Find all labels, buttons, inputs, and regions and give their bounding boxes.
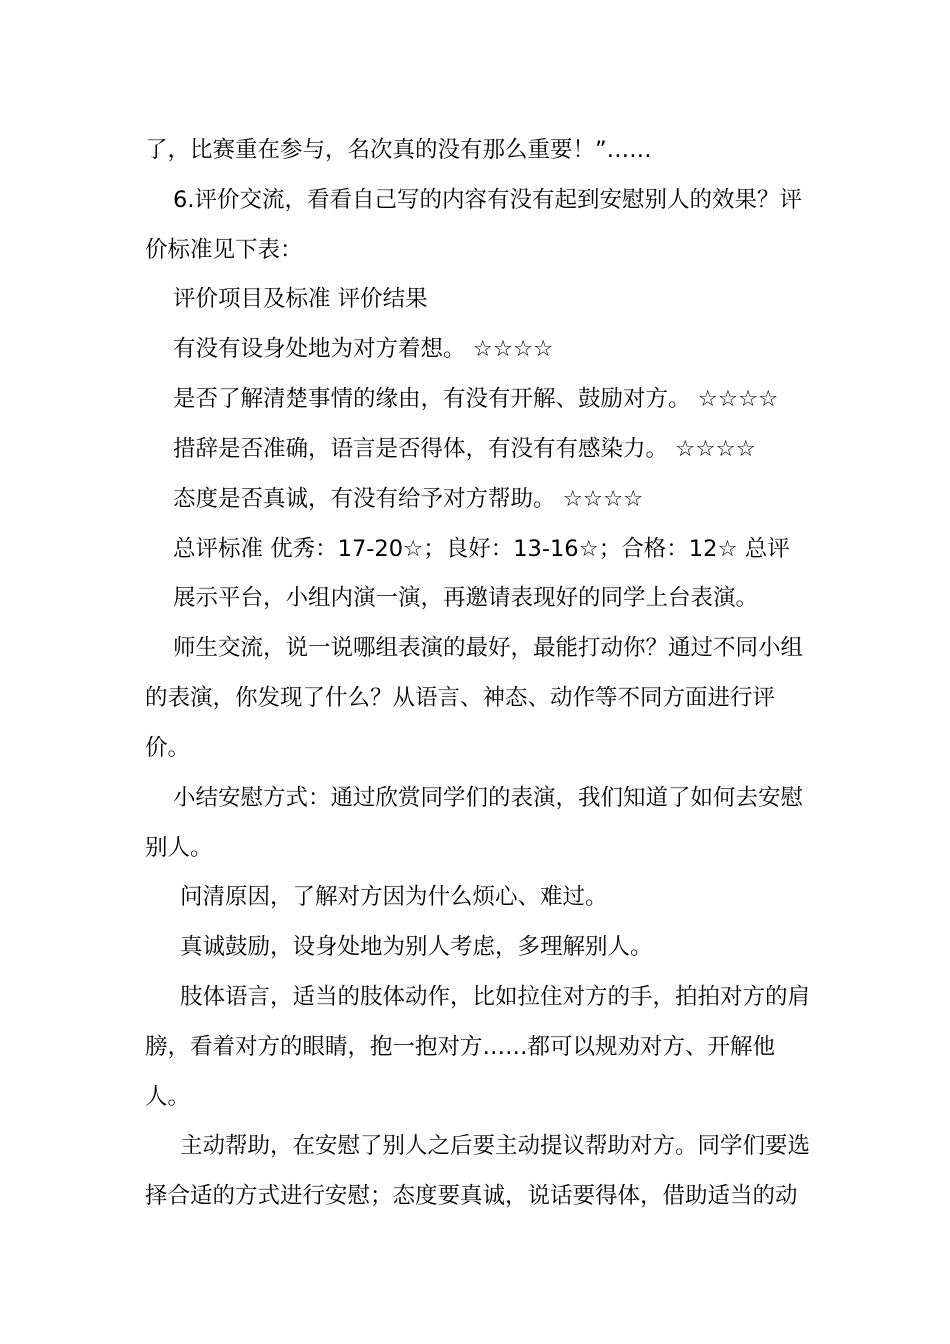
- paragraph-line: 价。: [145, 735, 191, 761]
- paragraph-line: 真诚鼓励，设身处地为别人考虑，多理解别人。: [180, 934, 653, 960]
- criteria-line: 是否了解清楚事情的缘由，有没有开解、鼓励对方。 ☆☆☆☆: [173, 386, 779, 412]
- paragraph-line: 择合适的方式进行安慰；态度要真诚，说话要得体，借助适当的动: [145, 1183, 798, 1209]
- criteria-line: 有没有设身处地为对方着想。 ☆☆☆☆: [173, 336, 554, 362]
- criteria-line: 措辞是否准确，语言是否得体，有没有有感染力。 ☆☆☆☆: [173, 436, 756, 462]
- paragraph-line: 膀，看着对方的眼睛，抱一抱对方……都可以规劝对方、开解他: [145, 1034, 776, 1060]
- criteria-summary-line: 总评标准 优秀：17-20☆；良好：13-16☆；合格：12☆ 总评: [173, 536, 790, 562]
- paragraph-line: 小结安慰方式：通过欣赏同学们的表演，我们知道了如何去安慰: [173, 785, 804, 811]
- paragraph-line: 问清原因，了解对方因为什么烦心、难过。: [180, 884, 608, 910]
- paragraph-line: 展示平台，小组内演一演，再邀请表现好的同学上台表演。: [173, 585, 759, 611]
- paragraph-line: 肢体语言，适当的肢体动作，比如拉住对方的手，拍拍对方的肩: [180, 984, 811, 1010]
- paragraph-line: 师生交流，说一说哪组表演的最好，最能打动你？通过不同小组: [173, 635, 804, 661]
- paragraph-line: 价标准见下表：: [145, 237, 303, 263]
- criteria-line: 态度是否真诚，有没有给予对方帮助。 ☆☆☆☆: [173, 486, 644, 512]
- paragraph-line: 了，比赛重在参与，名次真的没有那么重要！”……: [145, 137, 652, 163]
- paragraph-line: 主动帮助，在安慰了别人之后要主动提议帮助对方。同学们要选: [180, 1133, 811, 1159]
- paragraph-line: 别人。: [145, 835, 213, 861]
- table-header-line: 评价项目及标准 评价结果: [173, 286, 428, 312]
- paragraph-line: 人。: [145, 1084, 191, 1110]
- paragraph-line: 6.评价交流，看看自己写的内容有没有起到安慰别人的效果？评: [173, 187, 802, 213]
- paragraph-line: 的表演，你发现了什么？从语言、神态、动作等不同方面进行评: [145, 685, 776, 711]
